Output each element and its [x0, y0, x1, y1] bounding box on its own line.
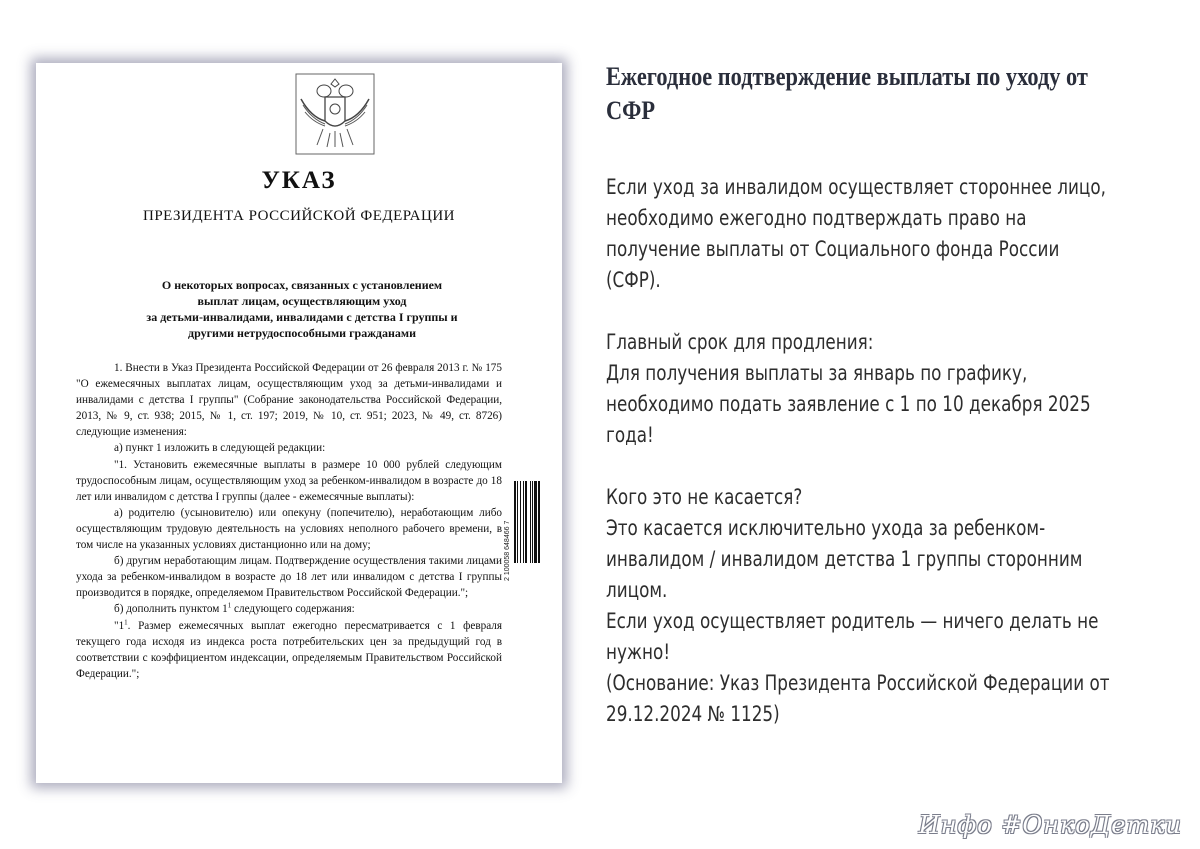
- deadline-text: Для получения выплаты за январь по графику, необходимо подать заявление с 1 по 10 декабря 2025 года!: [606, 361, 1091, 447]
- text-run: следующего содержания:: [231, 603, 355, 616]
- watermark: Инфо #ОнкоДетки: [918, 811, 1182, 839]
- legal-basis: (Основание: Указ Президента Российской Федерации от 29.12.2024 № 1125): [606, 671, 1110, 726]
- decree-paragraph: 1. Внести в Указ Президента Российской Федерации от 26 февраля 2013 г. № 175 "О ежемесячных выплатах лицам, осуществляющим уход за детьми-инвалидами и инвалидами с детства I группы" (Собрание законодательства Российской Федерации, 2013, № 9, ст. 938; 2015, № 1, ст. 197; 2019, № 10, ст. 951; 2023, № 49, ст. 8726) следующие изменения:: [76, 362, 502, 439]
- decree-title: УКАЗ: [261, 167, 337, 194]
- exception-text: Это касается исключительно ухода за ребенком-инвалидом / инвалидом детства 1 группы сторонним лицом.: [606, 516, 1083, 602]
- barcode-icon: [514, 481, 540, 563]
- barcode-digits: 2 100058 648466 7: [504, 520, 511, 581]
- deadline-label: Главный срок для продления:: [606, 330, 874, 354]
- exception-note: Если уход осуществляет родитель — ничего делать не нужно!: [606, 609, 1099, 664]
- decree-paragraph: б) другим неработающим лицам. Подтверждение осуществления такими лицами ухода за ребенком-инвалидом в возрасте до 18 лет или инвалидом с детства I группы производится в порядке, определяемом Правительством Российской Федерации.";: [76, 555, 502, 600]
- info-heading: Ежегодное подтверждение выплаты по уходу от СФР: [606, 62, 1088, 125]
- text-run: б) дополнить пунктом 1: [114, 603, 228, 616]
- decree-paragraph: [76, 618, 502, 682]
- text-run: . Размер ежемесячных выплат ежегодно пересматривается с 1 февраля текущего года исходя из индекса роста потребительских цен за предыдущий год в соответствии с коэффициентом индексации, определяемым Правительством Российской Федерации.";: [76, 619, 502, 680]
- info-paragraph: Если уход за инвалидом осуществляет стороннее лицо, необходимо ежегодно подтверждать право на получение выплаты от Социального фонда России (СФР).: [606, 175, 1106, 292]
- decree-heading-line: О некоторых вопросах, связанных с установлением: [161, 278, 443, 292]
- decree-subtitle: ПРЕЗИДЕНТА РОССИЙСКОЙ ФЕДЕРАЦИИ: [142, 208, 456, 224]
- decree-heading-line: выплат лицам, осуществляющим уход: [197, 294, 407, 308]
- decree-heading-line: за детьми-инвалидами, инвалидами с детства I группы и: [146, 310, 458, 324]
- decree-body: [76, 360, 502, 682]
- decree-paragraph: а) родителю (усыновителю) или опекуну (попечителю), неработающим либо осуществляющим трудовую деятельность на условиях неполного рабочего времени, в том числе на указанных условиях дистанционно или на дому;: [76, 506, 502, 552]
- decree-paragraph: а) пункт 1 изложить в следующей редакции:: [114, 442, 326, 455]
- coat-of-arms-icon: [295, 73, 375, 155]
- decree-heading-line: другими нетрудоспособными гражданами: [188, 326, 416, 340]
- barcode-bar: [538, 481, 540, 563]
- exception-label: Кого это не касается?: [606, 485, 803, 509]
- superscript: 1: [124, 617, 128, 626]
- superscript: 1: [227, 601, 232, 610]
- decree-paragraph: "1. Установить ежемесячные выплаты в размере 10 000 рублей следующим трудоспособным лицам, осуществляющим уход за ребенком-инвалидом в возрасте до 18 лет или инвалидом с детства I группы (далее - ежемесячные выплаты):: [76, 458, 502, 503]
- decree-heading: [96, 277, 508, 341]
- decree-paragraph: [76, 601, 502, 617]
- decree-page: [36, 63, 562, 783]
- text-run: "1: [114, 619, 125, 632]
- info-panel: [606, 60, 1166, 730]
